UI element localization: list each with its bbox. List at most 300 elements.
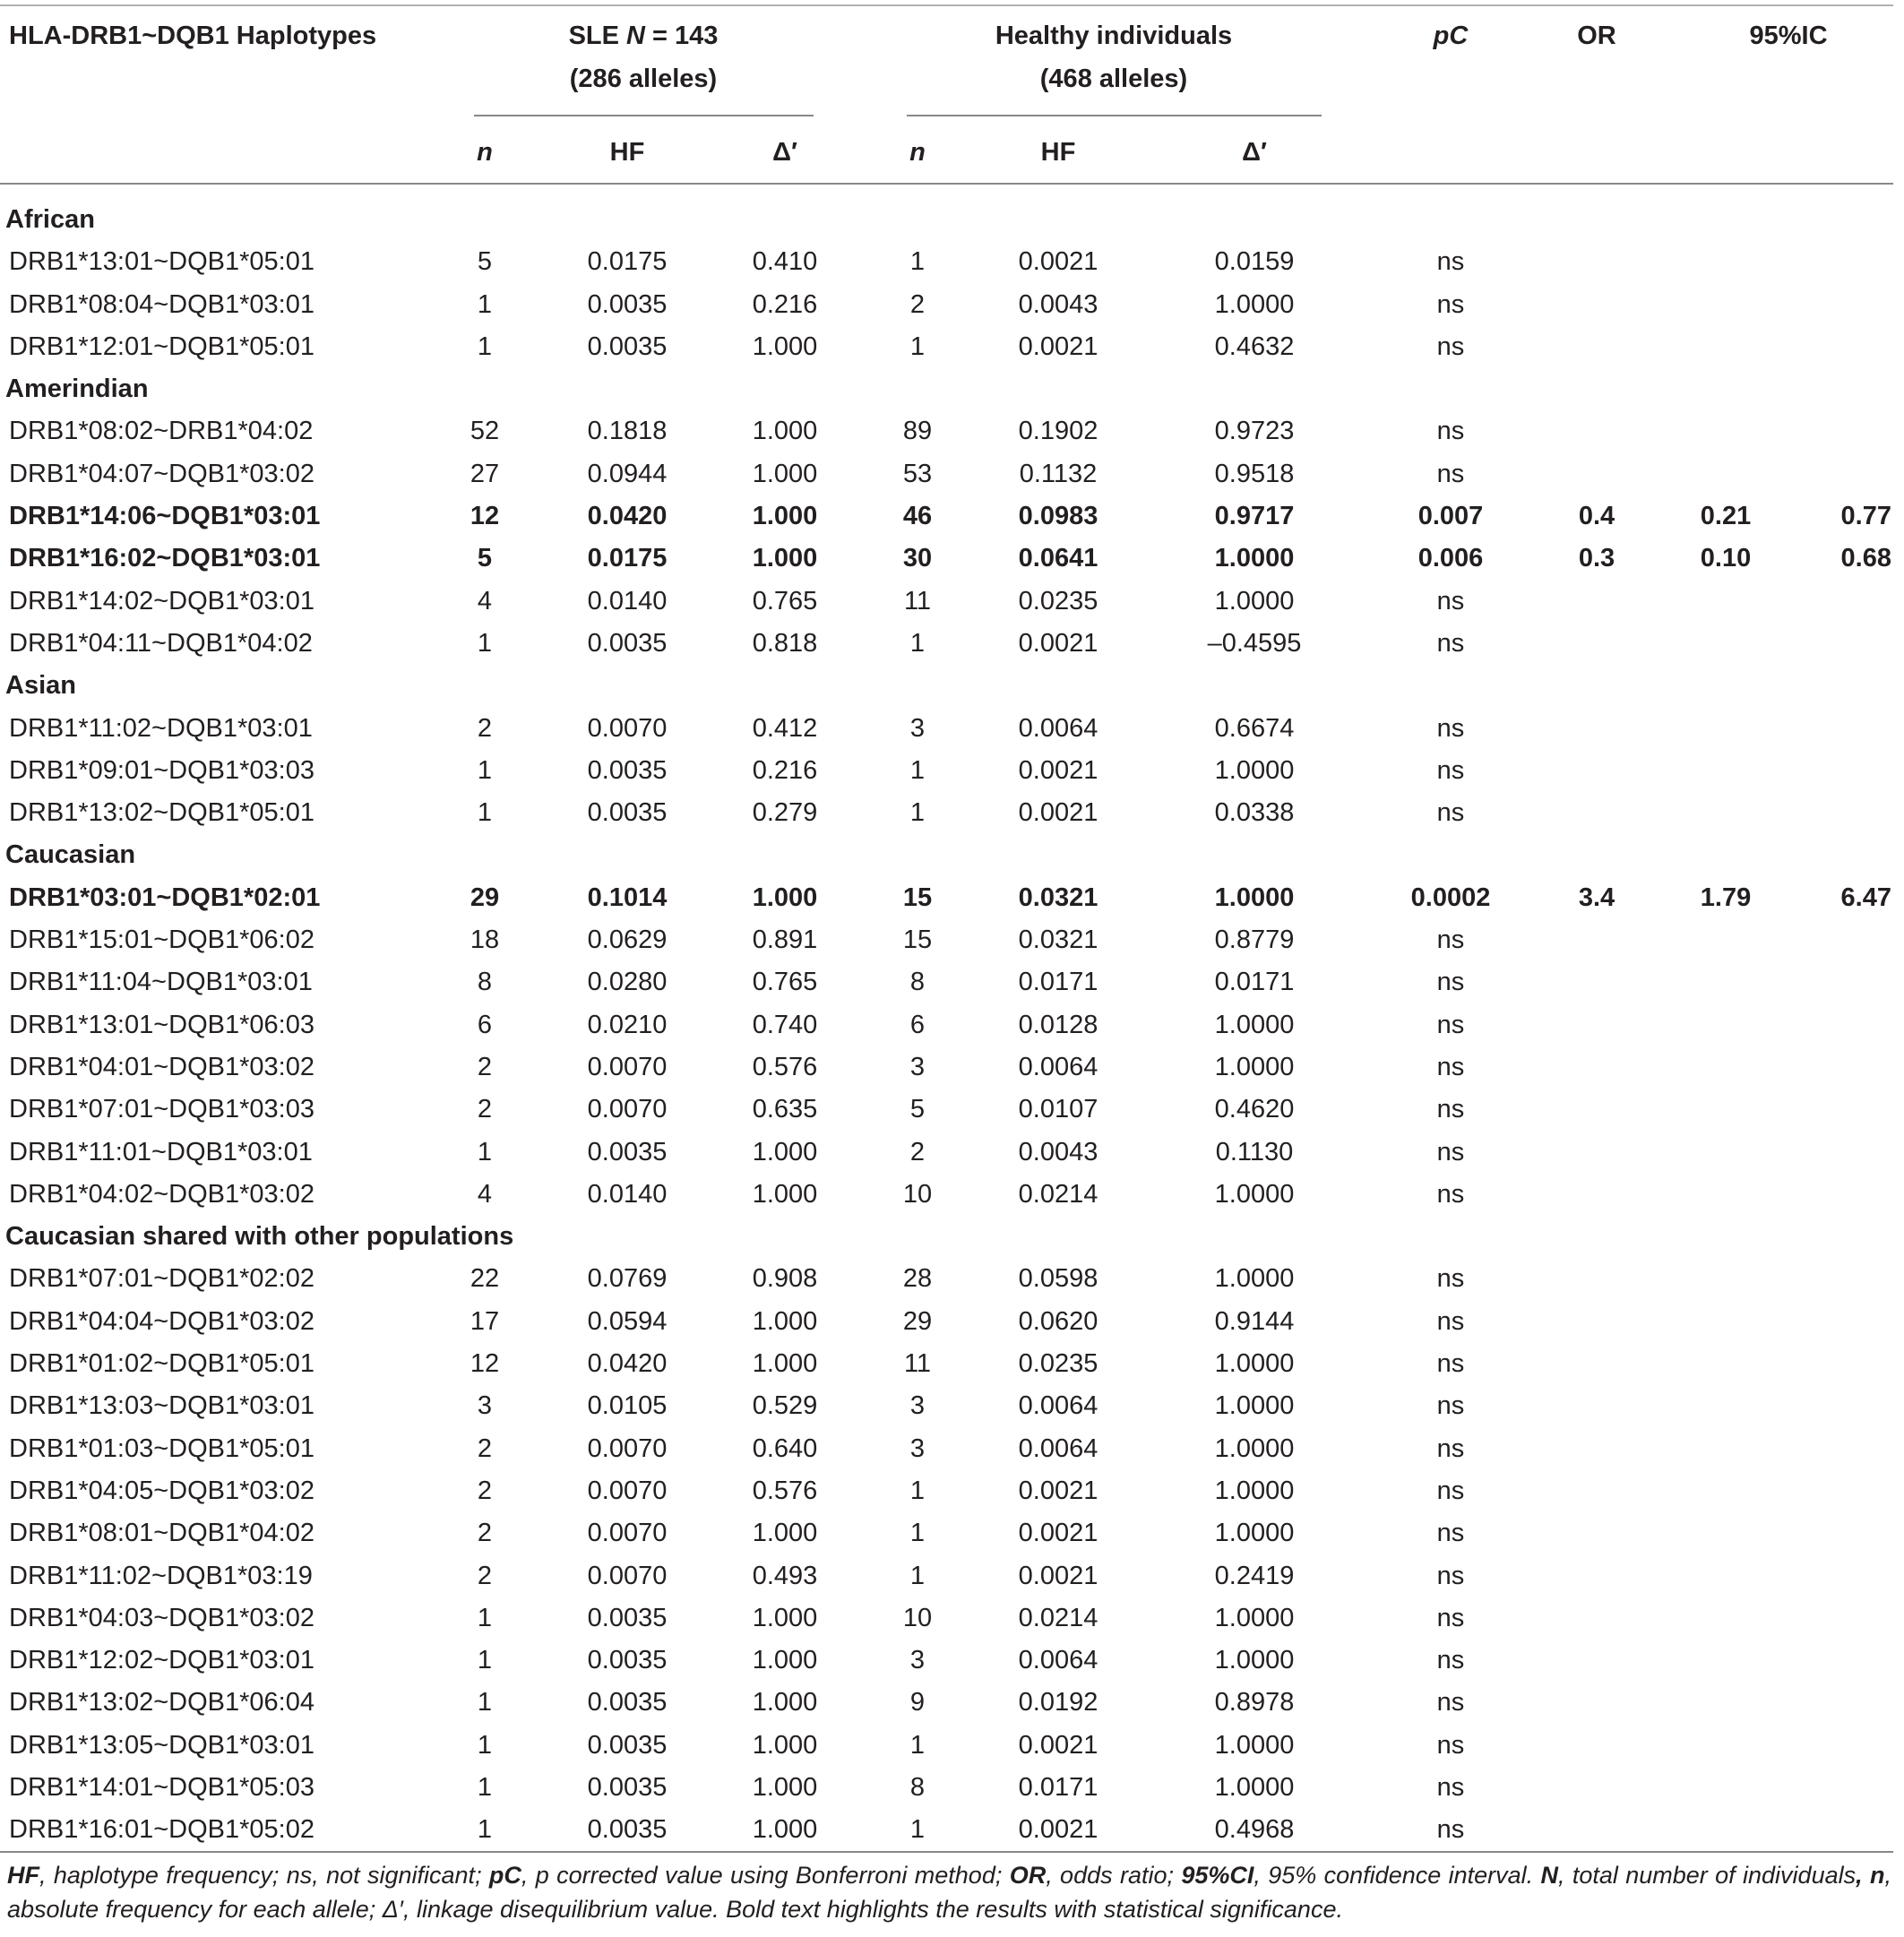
cell-sle-ld: 1.000	[752, 1772, 818, 1802]
cell-sle-n: 1	[477, 1688, 493, 1717]
cell-pc: ns	[1436, 755, 1465, 785]
cell-sle-hf: 0.1818	[587, 417, 668, 446]
cell-pc: ns	[1436, 1433, 1465, 1463]
cell-healthy-ld: 1.0000	[1214, 1730, 1295, 1760]
cell-healthy-ld: 0.0338	[1214, 798, 1295, 828]
section-title: Amerindian	[5, 374, 149, 404]
cell-sle-ld: 0.891	[752, 925, 818, 955]
cell-healthy-ld: 1.0000	[1214, 755, 1295, 785]
cell-healthy-hf: 0.0321	[1018, 882, 1098, 912]
cell-pc: ns	[1436, 968, 1465, 997]
cell-sle-hf: 0.0035	[587, 331, 668, 361]
cell-sle-ld: 0.765	[752, 586, 818, 616]
cell-pc: ns	[1436, 1519, 1465, 1548]
cell-healthy-n: 3	[909, 713, 926, 743]
cell-haplotype: DRB1*04:02~DQB1*03:02	[9, 1179, 314, 1209]
cell-healthy-n: 2	[909, 1137, 926, 1167]
cell-healthy-ld: 0.0159	[1214, 247, 1295, 277]
cell-healthy-hf: 0.0171	[1018, 1772, 1098, 1802]
cell-pc: ns	[1436, 1349, 1465, 1379]
cell-pc: ns	[1436, 331, 1465, 361]
cell-healthy-n: 53	[902, 459, 933, 488]
footnote-segment: , 95% confidence interval.	[1254, 1862, 1541, 1889]
cell-healthy-n: 10	[902, 1603, 933, 1632]
cell-sle-ld: 1.000	[752, 1646, 818, 1675]
table-row	[0, 792, 1893, 834]
cell-sle-ld: 0.529	[752, 1391, 818, 1421]
cell-pc: 0.0002	[1410, 882, 1491, 912]
cell-healthy-hf: 0.0021	[1018, 628, 1098, 658]
cell-healthy-ld: 0.9518	[1214, 459, 1295, 488]
cell-haplotype: DRB1*13:01~DQB1*05:01	[9, 247, 314, 277]
table-row	[0, 410, 1893, 452]
cell-sle-hf: 0.0070	[587, 1433, 668, 1463]
cell-sle-hf: 0.0105	[587, 1391, 668, 1421]
cell-sle-n: 2	[477, 1561, 493, 1590]
cell-sle-hf: 0.0175	[587, 247, 668, 277]
cell-healthy-ld: 0.9144	[1214, 1306, 1295, 1336]
cell-sle-hf: 0.0070	[587, 1052, 668, 1081]
cell-sle-ld: 0.493	[752, 1561, 818, 1590]
cell-haplotype: DRB1*03:01~DQB1*02:01	[9, 882, 321, 912]
cell-haplotype: DRB1*04:05~DQB1*03:02	[9, 1476, 314, 1505]
cell-pc: ns	[1436, 925, 1465, 955]
section-title: African	[5, 205, 95, 234]
cell-sle-ld: 1.000	[752, 1519, 818, 1548]
cell-sle-n: 22	[470, 1264, 500, 1294]
cell-healthy-n: 8	[909, 968, 926, 997]
cell-healthy-n: 2	[909, 289, 926, 319]
cell-healthy-ld: 0.6674	[1214, 713, 1295, 743]
cell-healthy-hf: 0.0598	[1018, 1264, 1098, 1294]
cell-healthy-n: 3	[909, 1052, 926, 1081]
cell-sle-ld: 1.000	[752, 1730, 818, 1760]
header-sle-line2: (286 alleles)	[569, 65, 718, 93]
cell-healthy-ld: 0.4620	[1214, 1095, 1295, 1124]
cell-sle-hf: 0.0035	[587, 798, 668, 828]
cell-sle-n: 2	[477, 1476, 493, 1505]
cell-healthy-n: 1	[909, 247, 926, 277]
cell-haplotype: DRB1*09:01~DQB1*03:03	[9, 755, 314, 785]
cell-sle-hf: 0.0035	[587, 289, 668, 319]
table-row	[0, 326, 1893, 368]
cell-haplotype: DRB1*08:01~DQB1*04:02	[9, 1519, 314, 1548]
cell-sle-n: 3	[477, 1391, 493, 1421]
cell-healthy-hf: 0.0641	[1018, 544, 1098, 573]
footnote-segment: N	[1540, 1862, 1558, 1889]
header-healthy-ld: Δ′	[1242, 138, 1267, 167]
table-row	[0, 1597, 1893, 1640]
cell-sle-ld: 0.412	[752, 713, 818, 743]
footnote-segment: , absolute frequency for each allele; Δ′, linkage disequilibrium value. Bold text highlights the results with statistical significance.	[7, 1862, 1891, 1923]
cell-healthy-n: 9	[909, 1688, 926, 1717]
cell-pc: ns	[1436, 1646, 1465, 1675]
cell-healthy-n: 1	[909, 1519, 926, 1548]
cell-sle-hf: 0.0594	[587, 1306, 668, 1336]
cell-pc: ns	[1436, 713, 1465, 743]
cell-healthy-ld: 1.0000	[1214, 882, 1295, 912]
cell-healthy-ld: 1.0000	[1214, 1010, 1295, 1039]
cell-sle-hf: 0.0420	[587, 1349, 668, 1379]
table-row	[0, 1004, 1893, 1046]
cell-haplotype: DRB1*11:02~DQB1*03:19	[9, 1561, 313, 1590]
cell-healthy-n: 15	[902, 925, 933, 955]
cell-sle-ld: 1.000	[752, 1815, 818, 1845]
cell-healthy-hf: 0.0321	[1018, 925, 1098, 955]
cell-healthy-n: 1	[909, 1476, 926, 1505]
table-row	[0, 1174, 1893, 1216]
cell-sle-ld: 0.216	[752, 289, 818, 319]
cell-sle-ld: 0.576	[752, 1052, 818, 1081]
cell-sle-hf: 0.0070	[587, 1561, 668, 1590]
table-row	[0, 1809, 1893, 1851]
cell-sle-ld: 0.740	[752, 1010, 818, 1039]
cell-sle-n: 2	[477, 1095, 493, 1124]
cell-sle-n: 8	[477, 968, 493, 997]
cell-sle-ld: 1.000	[752, 331, 818, 361]
cell-sle-ld: 0.279	[752, 798, 818, 828]
cell-pc: ns	[1436, 628, 1465, 658]
cell-sle-n: 29	[470, 882, 500, 912]
cell-haplotype: DRB1*04:04~DQB1*03:02	[9, 1306, 314, 1336]
section-row	[0, 665, 1893, 707]
cell-healthy-n: 1	[909, 798, 926, 828]
section-title: Asian	[5, 671, 76, 701]
cell-healthy-hf: 0.0043	[1018, 1137, 1098, 1167]
cell-haplotype: DRB1*08:04~DQB1*03:01	[9, 289, 314, 319]
cell-healthy-ld: 0.8779	[1214, 925, 1295, 955]
cell-healthy-hf: 0.0171	[1018, 968, 1098, 997]
cell-healthy-hf: 0.0043	[1018, 289, 1098, 319]
footnote-segment: , total number of individuals	[1558, 1862, 1857, 1889]
cell-healthy-n: 28	[902, 1264, 933, 1294]
cell-healthy-ld: 0.2419	[1214, 1561, 1295, 1590]
cell-healthy-ld: 1.0000	[1214, 1052, 1295, 1081]
cell-healthy-hf: 0.0983	[1018, 502, 1098, 531]
footnote-segment: , n	[1856, 1862, 1885, 1889]
cell-healthy-hf: 0.0235	[1018, 1349, 1098, 1379]
table-row	[0, 1046, 1893, 1089]
footnote-segment: , haplotype frequency; ns, not significant;	[39, 1862, 489, 1889]
cell-healthy-hf: 0.0620	[1018, 1306, 1098, 1336]
cell-healthy-hf: 0.0107	[1018, 1095, 1098, 1124]
table-row	[0, 284, 1893, 326]
header-sle-n: n	[477, 138, 493, 167]
cell-ci-high: 0.68	[1840, 544, 1891, 573]
cell-sle-n: 17	[470, 1306, 500, 1336]
cell-haplotype: DRB1*11:02~DQB1*03:01	[9, 713, 313, 743]
cell-pc: ns	[1436, 1052, 1465, 1081]
header-healthy-hf: HF	[1040, 138, 1076, 167]
table-row	[0, 961, 1893, 1003]
cell-sle-ld: 0.576	[752, 1476, 818, 1505]
cell-healthy-n: 6	[909, 1010, 926, 1039]
table-row	[0, 708, 1893, 750]
cell-healthy-n: 1	[909, 628, 926, 658]
top-rule	[0, 4, 1893, 6]
cell-haplotype: DRB1*04:07~DQB1*03:02	[9, 459, 314, 488]
cell-sle-hf: 0.0035	[587, 1137, 668, 1167]
footnote-segment: HF	[7, 1862, 39, 1889]
section-row	[0, 368, 1893, 410]
cell-or: 0.4	[1578, 502, 1615, 531]
cell-or: 3.4	[1578, 882, 1615, 912]
section-title: Caucasian	[5, 840, 136, 870]
section-row	[0, 1216, 1893, 1258]
table-row	[0, 623, 1893, 665]
cell-sle-ld: 0.818	[752, 628, 818, 658]
cell-healthy-n: 29	[902, 1306, 933, 1336]
cell-healthy-ld: 0.8978	[1214, 1688, 1295, 1717]
cell-healthy-hf: 0.1902	[1018, 417, 1098, 446]
footnote-segment: , p corrected value using Bonferroni method;	[521, 1862, 1010, 1889]
cell-healthy-ld: 1.0000	[1214, 1772, 1295, 1802]
cell-healthy-hf: 0.0021	[1018, 1561, 1098, 1590]
cell-pc: ns	[1436, 1815, 1465, 1845]
cell-haplotype: DRB1*12:01~DQB1*05:01	[9, 331, 314, 361]
cell-ci-low: 1.79	[1700, 882, 1752, 912]
cell-ci-low: 0.21	[1700, 502, 1752, 531]
cell-sle-hf: 0.0035	[587, 1815, 668, 1845]
cell-haplotype: DRB1*04:03~DQB1*03:02	[9, 1603, 314, 1632]
cell-haplotype: DRB1*07:01~DQB1*02:02	[9, 1264, 314, 1294]
cell-sle-ld: 1.000	[752, 1137, 818, 1167]
cell-healthy-hf: 0.0021	[1018, 1730, 1098, 1760]
cell-healthy-ld: 0.4632	[1214, 331, 1295, 361]
cell-pc: ns	[1436, 1306, 1465, 1336]
cell-pc: ns	[1436, 1476, 1465, 1505]
cell-pc: ns	[1436, 798, 1465, 828]
cell-pc: ns	[1436, 1179, 1465, 1209]
cell-haplotype: DRB1*14:01~DQB1*05:03	[9, 1772, 314, 1802]
cell-sle-hf: 0.0035	[587, 628, 668, 658]
cell-sle-n: 1	[477, 331, 493, 361]
cell-pc: ns	[1436, 1772, 1465, 1802]
cell-sle-ld: 1.000	[752, 1603, 818, 1632]
cell-healthy-n: 5	[909, 1095, 926, 1124]
cell-healthy-n: 8	[909, 1772, 926, 1802]
cell-healthy-ld: 1.0000	[1214, 1433, 1295, 1463]
cell-sle-n: 2	[477, 1433, 493, 1463]
cell-healthy-hf: 0.0128	[1018, 1010, 1098, 1039]
cell-pc: 0.006	[1417, 544, 1484, 573]
cell-sle-n: 1	[477, 1815, 493, 1845]
table-row	[0, 1343, 1893, 1385]
cell-healthy-n: 3	[909, 1391, 926, 1421]
cell-sle-hf: 0.0035	[587, 1646, 668, 1675]
cell-healthy-hf: 0.0021	[1018, 798, 1098, 828]
cell-sle-n: 5	[477, 247, 493, 277]
cell-sle-n: 5	[477, 544, 493, 573]
cell-haplotype: DRB1*07:01~DQB1*03:03	[9, 1095, 314, 1124]
cell-sle-n: 12	[470, 502, 500, 531]
cell-healthy-n: 11	[903, 586, 932, 616]
table-row	[0, 1682, 1893, 1724]
cell-ci-low: 0.10	[1700, 544, 1752, 573]
cell-pc: ns	[1436, 1264, 1465, 1294]
table-row	[0, 1767, 1893, 1809]
cell-sle-n: 1	[477, 1772, 493, 1802]
footnote-segment: , odds ratio;	[1046, 1862, 1182, 1889]
table-row	[0, 1385, 1893, 1427]
cell-sle-n: 52	[470, 417, 500, 446]
cell-pc: ns	[1436, 459, 1465, 488]
table-row	[0, 1640, 1893, 1682]
cell-pc: ns	[1436, 289, 1465, 319]
cell-pc: ns	[1436, 1095, 1465, 1124]
section-row	[0, 834, 1893, 876]
cell-healthy-hf: 0.0214	[1018, 1179, 1098, 1209]
cell-pc: ns	[1436, 1730, 1465, 1760]
cell-healthy-hf: 0.0192	[1018, 1688, 1098, 1717]
cell-sle-ld: 0.216	[752, 755, 818, 785]
cell-haplotype: DRB1*14:06~DQB1*03:01	[9, 502, 321, 531]
cell-sle-hf: 0.0769	[587, 1264, 668, 1294]
table-row	[0, 1132, 1893, 1174]
table-row	[0, 1258, 1893, 1300]
cell-sle-n: 27	[470, 459, 500, 488]
cell-haplotype: DRB1*04:01~DQB1*03:02	[9, 1052, 314, 1081]
cell-sle-ld: 0.410	[752, 247, 818, 277]
cell-haplotype: DRB1*15:01~DQB1*06:02	[9, 925, 314, 955]
cell-healthy-ld: 1.0000	[1214, 1646, 1295, 1675]
table-row	[0, 1301, 1893, 1343]
cell-sle-n: 1	[477, 1137, 493, 1167]
cell-sle-ld: 1.000	[752, 417, 818, 446]
cell-healthy-n: 1	[909, 1730, 926, 1760]
cell-sle-ld: 1.000	[752, 459, 818, 488]
cell-sle-hf: 0.0140	[587, 586, 668, 616]
table-row	[0, 919, 1893, 961]
sle-group-rule	[474, 115, 814, 116]
cell-healthy-ld: 1.0000	[1214, 1391, 1295, 1421]
cell-pc: ns	[1436, 1688, 1465, 1717]
header-or: OR	[1577, 22, 1616, 50]
cell-haplotype: DRB1*13:03~DQB1*03:01	[9, 1391, 314, 1421]
cell-sle-ld: 1.000	[752, 502, 818, 531]
cell-healthy-hf: 0.0021	[1018, 247, 1098, 277]
cell-healthy-hf: 0.0021	[1018, 1476, 1098, 1505]
cell-haplotype: DRB1*11:04~DQB1*03:01	[9, 968, 313, 997]
cell-sle-n: 1	[477, 628, 493, 658]
table-row	[0, 1428, 1893, 1470]
header-healthy-line2: (468 alleles)	[1039, 65, 1188, 93]
footnote-segment: pC	[488, 1862, 521, 1889]
cell-pc: ns	[1436, 1561, 1465, 1590]
cell-healthy-hf: 0.0021	[1018, 1815, 1098, 1845]
cell-healthy-ld: 1.0000	[1214, 1179, 1295, 1209]
cell-healthy-n: 30	[902, 544, 933, 573]
cell-haplotype: DRB1*12:02~DQB1*03:01	[9, 1646, 314, 1675]
cell-haplotype: DRB1*13:05~DQB1*03:01	[9, 1730, 314, 1760]
cell-pc: ns	[1436, 247, 1465, 277]
cell-sle-n: 6	[477, 1010, 493, 1039]
cell-sle-ld: 1.000	[752, 1688, 818, 1717]
footnote-segment: OR	[1009, 1862, 1047, 1889]
cell-healthy-ld: 0.9717	[1214, 502, 1295, 531]
cell-sle-hf: 0.0175	[587, 544, 668, 573]
cell-sle-hf: 0.0070	[587, 713, 668, 743]
healthy-group-rule	[907, 115, 1322, 116]
cell-pc: ns	[1436, 586, 1465, 616]
cell-healthy-n: 3	[909, 1433, 926, 1463]
cell-healthy-ld: 1.0000	[1214, 586, 1295, 616]
cell-healthy-ld: 1.0000	[1214, 1603, 1295, 1632]
cell-sle-n: 1	[477, 1603, 493, 1632]
cell-haplotype: DRB1*01:02~DQB1*05:01	[9, 1349, 314, 1379]
cell-sle-ld: 0.640	[752, 1433, 818, 1463]
cell-sle-n: 1	[477, 798, 493, 828]
cell-sle-ld: 1.000	[752, 1306, 818, 1336]
table-row	[0, 1725, 1893, 1767]
cell-sle-hf: 0.0140	[587, 1179, 668, 1209]
table-body	[0, 199, 1893, 1852]
cell-ci-high: 0.77	[1840, 502, 1891, 531]
cell-healthy-ld: 1.0000	[1214, 1349, 1295, 1379]
cell-sle-hf: 0.0210	[587, 1010, 668, 1039]
cell-healthy-hf: 0.0064	[1018, 1052, 1098, 1081]
cell-sle-hf: 0.0070	[587, 1095, 668, 1124]
header-pc: pC	[1433, 22, 1469, 50]
cell-sle-n: 4	[477, 1179, 493, 1209]
header-sle-ld: Δ′	[772, 138, 797, 167]
section-title: Caucasian shared with other populations	[5, 1222, 514, 1252]
cell-sle-ld: 0.765	[752, 968, 818, 997]
cell-healthy-n: 15	[902, 882, 933, 912]
cell-healthy-hf: 0.0214	[1018, 1603, 1098, 1632]
cell-sle-ld: 1.000	[752, 1179, 818, 1209]
cell-sle-n: 2	[477, 713, 493, 743]
cell-healthy-hf: 0.0064	[1018, 1391, 1098, 1421]
cell-healthy-n: 1	[909, 1561, 926, 1590]
cell-sle-ld: 0.908	[752, 1264, 818, 1294]
cell-pc: ns	[1436, 417, 1465, 446]
table-row	[0, 750, 1893, 792]
cell-sle-n: 1	[477, 755, 493, 785]
table-row	[0, 538, 1893, 580]
header-healthy-line1: Healthy individuals	[995, 22, 1233, 50]
table-footnote	[7, 1858, 1891, 1926]
cell-sle-ld: 1.000	[752, 544, 818, 573]
cell-pc: ns	[1436, 1010, 1465, 1039]
table-row	[0, 877, 1893, 919]
cell-healthy-ld: 1.0000	[1214, 289, 1295, 319]
cell-sle-n: 4	[477, 586, 493, 616]
header-haplotype: HLA-DRB1~DQB1 Haplotypes	[9, 22, 377, 50]
cell-sle-n: 2	[477, 1052, 493, 1081]
cell-healthy-hf: 0.0064	[1018, 1646, 1098, 1675]
cell-healthy-hf: 0.0235	[1018, 586, 1098, 616]
table-row	[0, 241, 1893, 283]
cell-haplotype: DRB1*08:02~DRB1*04:02	[9, 417, 314, 446]
table-row	[0, 1512, 1893, 1554]
cell-sle-hf: 0.0070	[587, 1476, 668, 1505]
footnote-segment: 95%CI	[1181, 1862, 1254, 1889]
cell-healthy-ld: –0.4595	[1207, 628, 1302, 658]
cell-healthy-ld: 0.4968	[1214, 1815, 1295, 1845]
cell-healthy-ld: 0.9723	[1214, 417, 1295, 446]
cell-sle-n: 2	[477, 1519, 493, 1548]
cell-sle-hf: 0.0035	[587, 755, 668, 785]
cell-pc: ns	[1436, 1391, 1465, 1421]
cell-sle-hf: 0.0420	[587, 502, 668, 531]
cell-haplotype: DRB1*13:01~DQB1*06:03	[9, 1010, 314, 1039]
cell-pc: ns	[1436, 1603, 1465, 1632]
cell-sle-n: 1	[477, 289, 493, 319]
cell-healthy-ld: 1.0000	[1214, 1476, 1295, 1505]
cell-healthy-n: 1	[909, 331, 926, 361]
header-sle-hf: HF	[609, 138, 645, 167]
